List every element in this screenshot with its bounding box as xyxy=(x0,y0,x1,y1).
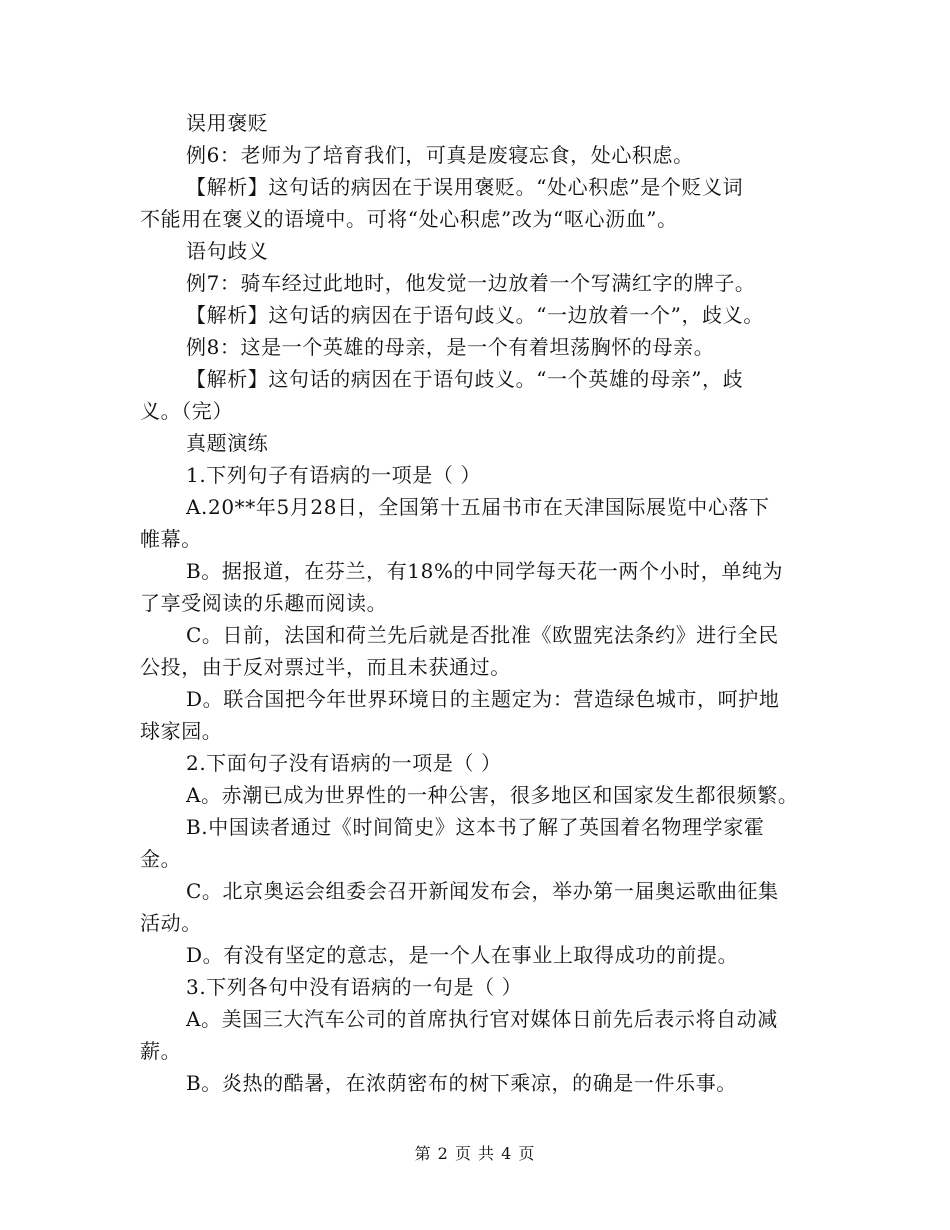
page-footer xyxy=(0,1142,950,1166)
section-heading: 误用褒贬 xyxy=(186,111,269,135)
section-heading: 真题演练 xyxy=(186,431,269,455)
example-sentence: 例8：这是一个英雄的母亲，是一个有着坦荡胸怀的母亲。 xyxy=(186,335,715,359)
answer-option: D。联合国把今年世界环境日的主题定为：营造绿色城市，呵护地 xyxy=(186,687,780,711)
example-sentence: 例6：老师为了培育我们，可真是废寝忘食，处心积虑。 xyxy=(186,143,694,167)
answer-option-continued: 了享受阅读的乐趣而阅读。 xyxy=(140,591,388,615)
answer-option: C。日前，法国和荷兰先后就是否批准《欧盟宪法条约》进行全民 xyxy=(186,623,779,647)
answer-option-continued: 球家园。 xyxy=(140,719,223,743)
answer-option: A.20**年5月28日，全国第十五届书市在天津国际展览中心落下 xyxy=(186,495,770,519)
answer-option: A。赤潮已成为世界性的一种公害，很多地区和国家发生都很频繁。 xyxy=(186,783,799,807)
question-stem: 3.下列各句中没有语病的一句是（ ） xyxy=(186,975,523,999)
answer-option: B.中国读者通过《时间简史》这本书了解了英国着名物理学家霍 xyxy=(186,815,765,839)
page-number: 第 2 页 共 4 页 xyxy=(414,1144,536,1163)
answer-option-continued: 薪。 xyxy=(140,1039,182,1063)
answer-option: D。有没有坚定的意志，是一个人在事业上取得成功的前提。 xyxy=(186,943,739,967)
analysis-paragraph-continued: 义。（完） xyxy=(140,399,233,423)
answer-option: C。北京奥运会组委会召开新闻发布会，举办第一届奥运歌曲征集 xyxy=(186,879,779,903)
analysis-paragraph: 【解析】这句话的病因在于误用褒贬。“处心积虑”是个贬义词 xyxy=(186,175,744,199)
answer-option: B。据报道，在芬兰，有18%的中同学每天花一两个小时，单纯为 xyxy=(186,559,784,583)
answer-option-continued: 帷幕。 xyxy=(140,527,202,551)
answer-option-continued: 金。 xyxy=(140,847,182,871)
analysis-paragraph-continued: 不能用在褒义的语境中。可将“处心积虑”改为“呕心沥血”。 xyxy=(140,207,678,231)
example-sentence: 例7：骑车经过此地时，他发觉一边放着一个写满红字的牌子。 xyxy=(186,271,756,295)
answer-option-continued: 活动。 xyxy=(140,911,202,935)
answer-option-continued: 公投，由于反对票过半，而且未获通过。 xyxy=(140,655,511,679)
section-heading: 语句歧义 xyxy=(186,239,269,263)
question-stem: 2.下面句子没有语病的一项是（ ） xyxy=(186,751,502,775)
document-body xyxy=(140,107,810,1099)
question-stem: 1.下列句子有语病的一项是（ ） xyxy=(186,463,482,487)
analysis-paragraph: 【解析】这句话的病因在于语句歧义。“一个英雄的母亲”，歧 xyxy=(186,367,744,391)
analysis-paragraph: 【解析】这句话的病因在于语句歧义。“一边放着一个”，歧义。 xyxy=(186,303,764,327)
answer-option: A。美国三大汽车公司的首席执行官对媒体日前先后表示将自动减 xyxy=(186,1007,778,1031)
answer-option: B。炎热的酷暑，在浓荫密布的树下乘凉，的确是一件乐事。 xyxy=(186,1071,737,1095)
